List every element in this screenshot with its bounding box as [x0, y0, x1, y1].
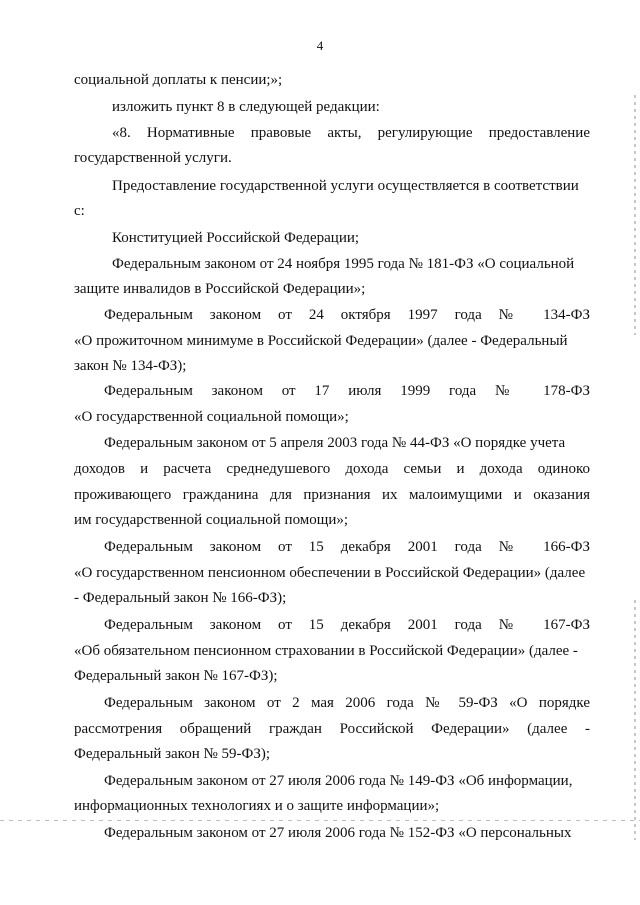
scan-fold-line	[0, 820, 640, 821]
text-line-11: «О прожиточном минимуме в Российской Федерации» (далее - Федеральный	[74, 333, 568, 349]
text-line-13: Федеральным законом от 17 июля 1999 года № 178-ФЗ	[104, 383, 590, 399]
page-number: 4	[316, 38, 324, 53]
text-line-18: им государственной социальной помощи»;	[74, 512, 349, 528]
text-line-30: Федеральным законом от 27 июля 2006 года № 152-ФЗ «О персональных	[104, 825, 572, 841]
text-line-7: Конституцией Российской Федерации;	[112, 230, 360, 246]
scan-edge-mark-lower	[634, 600, 636, 840]
text-line-21: - Федеральный закон № 166-ФЗ);	[74, 590, 287, 606]
text-line-6: с:	[74, 203, 85, 219]
text-line-1: социальной доплаты к пенсии;»;	[74, 72, 283, 88]
scan-edge-mark	[634, 95, 636, 335]
text-line-27: Федеральный закон № 59-ФЗ);	[74, 746, 271, 762]
text-line-17: проживающего гражданина для признания их малоимущими и оказания	[74, 487, 590, 503]
text-line-26: рассмотрения обращений граждан Российской Федерации» (далее -	[74, 721, 590, 737]
text-line-3: «8. Нормативные правовые акты, регулирующие предоставление	[112, 125, 590, 141]
text-line-19: Федеральным законом от 15 декабря 2001 года № 166-ФЗ	[104, 539, 590, 555]
text-line-22: Федеральным законом от 15 декабря 2001 года № 167-ФЗ	[104, 617, 590, 633]
text-line-29: информационных технологиях и о защите информации»;	[74, 798, 440, 814]
text-line-14: «О государственной социальной помощи»;	[74, 409, 349, 425]
text-line-23: «Об обязательном пенсионном страховании в Российской Федерации» (далее -	[74, 643, 578, 659]
text-line-2: изложить пункт 8 в следующей редакции:	[112, 99, 380, 115]
text-line-16: доходов и расчета среднедушевого дохода семьи и дохода одиноко	[74, 461, 590, 477]
text-line-4: государственной услуги.	[74, 150, 232, 166]
text-line-5: Предоставление государственной услуги осуществляется в соответствии	[112, 178, 579, 194]
text-line-12: закон № 134-ФЗ);	[74, 358, 187, 374]
text-line-25: Федеральным законом от 2 мая 2006 года № 59-ФЗ «О порядке	[104, 695, 590, 711]
text-line-28: Федеральным законом от 27 июля 2006 года № 149-ФЗ «Об информации,	[104, 773, 573, 789]
text-line-20: «О государственном пенсионном обеспечении в Российской Федерации» (далее	[74, 565, 586, 581]
text-line-9: защите инвалидов в Российской Федерации»;	[74, 281, 366, 297]
text-line-8: Федеральным законом от 24 ноября 1995 года № 181-ФЗ «О социальной	[112, 256, 575, 272]
text-line-24: Федеральный закон № 167-ФЗ);	[74, 668, 278, 684]
text-line-15: Федеральным законом от 5 апреля 2003 года № 44-ФЗ «О порядке учета	[104, 435, 566, 451]
text-line-10: Федеральным законом от 24 октября 1997 года № 134-ФЗ	[104, 307, 590, 323]
